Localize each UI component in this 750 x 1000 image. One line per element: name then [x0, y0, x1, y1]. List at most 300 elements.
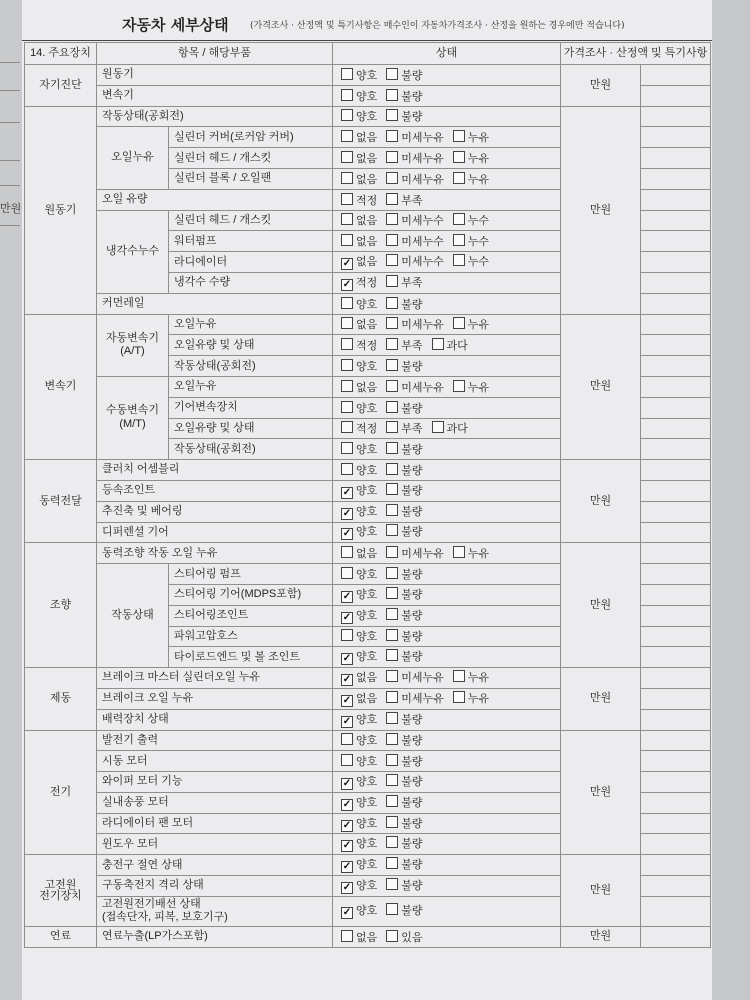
status-options — [333, 272, 561, 293]
option-label: 불량 — [401, 444, 423, 457]
checked-checkbox[interactable] — [341, 695, 353, 707]
status-option[interactable] — [386, 234, 444, 248]
remarks-cell[interactable] — [641, 522, 711, 543]
status-option[interactable] — [386, 130, 444, 144]
status-option[interactable] — [341, 546, 377, 560]
status-options — [333, 813, 561, 834]
checkbox[interactable] — [386, 930, 398, 942]
remarks-cell[interactable] — [641, 668, 711, 689]
status-option[interactable] — [341, 507, 377, 520]
checkbox[interactable] — [386, 587, 398, 599]
checkbox[interactable] — [386, 89, 398, 101]
checkbox[interactable] — [386, 483, 398, 495]
status-option[interactable] — [386, 442, 422, 456]
status-option[interactable] — [341, 68, 377, 82]
status-option[interactable] — [386, 670, 444, 684]
item-label: 등속조인트 — [97, 480, 333, 501]
status-option[interactable] — [341, 906, 377, 919]
price-cell[interactable]: 만원 — [561, 926, 641, 947]
status-options — [333, 772, 561, 793]
remarks-cell[interactable] — [641, 813, 711, 834]
status-option[interactable] — [341, 359, 377, 373]
checked-checkbox[interactable] — [341, 778, 353, 790]
remarks-cell[interactable] — [641, 65, 711, 86]
status-option[interactable] — [341, 401, 377, 415]
checkbox[interactable] — [386, 903, 398, 915]
checked-checkbox[interactable] — [341, 508, 353, 520]
checkbox[interactable] — [453, 691, 465, 703]
option-label: 없음 — [356, 153, 378, 166]
option-label: 양호 — [356, 402, 378, 415]
item-label: 오일누유 — [169, 376, 333, 397]
remarks-cell[interactable] — [641, 834, 711, 855]
status-option[interactable] — [386, 254, 444, 268]
checkbox[interactable] — [386, 733, 398, 745]
checkbox[interactable] — [341, 754, 353, 766]
status-option[interactable] — [341, 819, 377, 832]
checkbox[interactable] — [453, 546, 465, 558]
status-option[interactable] — [386, 297, 422, 311]
status-option[interactable] — [432, 421, 468, 435]
checkbox[interactable] — [386, 338, 398, 350]
checkbox[interactable] — [386, 193, 398, 205]
status-option[interactable] — [386, 691, 444, 705]
status-option[interactable] — [453, 151, 489, 165]
status-option[interactable] — [386, 836, 422, 850]
remarks-cell[interactable] — [641, 855, 711, 876]
checkbox[interactable] — [386, 151, 398, 163]
option-label: 누유 — [467, 672, 490, 684]
checked-checkbox[interactable] — [341, 861, 353, 873]
option-label: 불량 — [401, 569, 423, 582]
item-label: 동력조향 작동 오일 누유 — [97, 543, 333, 564]
checkbox[interactable] — [386, 836, 398, 848]
checkbox[interactable] — [341, 463, 353, 475]
option-label: 불량 — [401, 756, 423, 769]
remarks-cell[interactable] — [641, 926, 711, 947]
remarks-cell[interactable] — [641, 564, 711, 585]
checkbox[interactable] — [386, 130, 398, 142]
status-option[interactable] — [386, 89, 422, 103]
checkbox[interactable] — [386, 629, 398, 641]
status-options — [333, 210, 561, 231]
option-label: 불량 — [401, 817, 423, 830]
checkbox[interactable] — [386, 504, 398, 516]
status-option[interactable] — [453, 254, 489, 268]
option-label: 양호 — [356, 484, 378, 497]
status-option[interactable] — [341, 380, 377, 394]
status-option[interactable] — [453, 380, 489, 394]
remarks-cell[interactable] — [641, 210, 711, 231]
status-option[interactable] — [386, 317, 444, 331]
status-option[interactable] — [386, 463, 422, 477]
status-option[interactable] — [453, 172, 489, 186]
status-option[interactable] — [341, 421, 377, 435]
category-label: 제동 — [25, 668, 97, 730]
option-label: 부족 — [401, 423, 423, 436]
status-option[interactable] — [341, 930, 377, 944]
status-option[interactable] — [341, 130, 377, 144]
price-cell[interactable]: 만원 — [561, 668, 641, 730]
status-option[interactable] — [386, 524, 422, 538]
status-option[interactable] — [341, 151, 377, 165]
status-options — [333, 252, 561, 273]
checkbox[interactable] — [386, 649, 398, 661]
status-option[interactable] — [341, 109, 377, 123]
checkbox[interactable] — [341, 317, 353, 329]
table-row — [25, 543, 711, 564]
remarks-cell[interactable] — [641, 460, 711, 481]
remarks-cell[interactable] — [641, 439, 711, 460]
checkbox[interactable] — [341, 567, 353, 579]
status-option[interactable] — [341, 611, 377, 624]
status-option[interactable] — [386, 567, 422, 581]
status-option[interactable] — [341, 89, 377, 103]
checkbox[interactable] — [432, 338, 444, 350]
adjacent-page-text: 만원 — [0, 202, 22, 215]
checkbox[interactable] — [341, 338, 353, 350]
remarks-cell[interactable] — [641, 605, 711, 626]
checked-checkbox[interactable] — [341, 674, 353, 686]
status-option[interactable] — [453, 670, 489, 684]
option-label: 불량 — [401, 775, 423, 788]
status-option[interactable] — [341, 629, 377, 643]
checkbox[interactable] — [386, 109, 398, 121]
option-label: 누유 — [467, 153, 490, 166]
checkbox[interactable] — [341, 629, 353, 641]
price-cell[interactable]: 만원 — [561, 855, 641, 927]
checkbox[interactable] — [386, 463, 398, 475]
checkbox[interactable] — [341, 109, 353, 121]
checkbox[interactable] — [386, 754, 398, 766]
status-option[interactable] — [341, 733, 377, 747]
checked-checkbox[interactable] — [341, 653, 353, 665]
item-label: 오일누유 — [169, 314, 333, 335]
remarks-cell[interactable] — [641, 356, 711, 377]
item-label: 충전구 절연 상태 — [97, 855, 333, 876]
status-option[interactable] — [341, 652, 377, 665]
checked-checkbox[interactable] — [341, 799, 353, 811]
remarks-cell[interactable] — [641, 85, 711, 106]
status-option[interactable] — [453, 213, 489, 227]
remarks-cell[interactable] — [641, 730, 711, 751]
option-label: 양호 — [356, 465, 378, 478]
category-label: 전기 — [25, 730, 97, 855]
price-header: 가격조사 · 산정액 및 특기사항 — [561, 43, 711, 65]
status-option[interactable] — [341, 297, 377, 311]
checkbox[interactable] — [386, 608, 398, 620]
price-cell[interactable]: 만원 — [561, 65, 641, 107]
option-label: 없음 — [356, 672, 378, 684]
checkbox[interactable] — [453, 172, 465, 184]
status-option[interactable] — [386, 151, 444, 165]
checkbox[interactable] — [341, 359, 353, 371]
checkbox[interactable] — [386, 795, 398, 807]
remarks-cell[interactable] — [641, 792, 711, 813]
status-option[interactable] — [386, 649, 422, 663]
checked-checkbox[interactable] — [341, 716, 353, 728]
checkbox[interactable] — [453, 151, 465, 163]
checkbox[interactable] — [341, 68, 353, 80]
checkbox[interactable] — [386, 359, 398, 371]
status-options — [333, 626, 561, 647]
status-option[interactable] — [341, 590, 377, 603]
checkbox[interactable] — [341, 297, 353, 309]
remarks-cell[interactable] — [641, 543, 711, 564]
status-option[interactable] — [341, 567, 377, 581]
status-option[interactable] — [386, 213, 444, 227]
status-options — [333, 65, 561, 86]
status-option[interactable] — [341, 172, 377, 186]
status-option[interactable] — [341, 694, 377, 707]
checkbox[interactable] — [341, 546, 353, 558]
checked-checkbox[interactable] — [341, 612, 353, 624]
status-option[interactable] — [453, 317, 489, 331]
option-label: 미세누유 — [401, 319, 444, 332]
remarks-cell[interactable] — [641, 168, 711, 189]
status-option[interactable] — [453, 234, 489, 248]
remarks-cell[interactable] — [641, 896, 711, 926]
checked-checkbox[interactable] — [341, 591, 353, 603]
status-option[interactable] — [386, 754, 422, 768]
status-option[interactable] — [341, 754, 377, 768]
checkbox[interactable] — [386, 691, 398, 703]
status-option[interactable] — [386, 816, 422, 830]
status-option[interactable] — [386, 68, 422, 82]
checkbox[interactable] — [386, 524, 398, 536]
remarks-cell[interactable] — [641, 688, 711, 709]
checkbox[interactable] — [386, 234, 398, 246]
checkbox[interactable] — [341, 89, 353, 101]
status-option[interactable] — [341, 486, 377, 499]
option-label: 없음 — [356, 256, 378, 269]
checkbox[interactable] — [453, 254, 465, 266]
checkbox[interactable] — [341, 151, 353, 163]
status-option[interactable] — [341, 338, 377, 352]
inspection-sheet — [22, 0, 712, 1000]
checkbox[interactable] — [386, 254, 398, 266]
remarks-cell[interactable] — [641, 293, 711, 314]
checked-checkbox[interactable] — [341, 882, 353, 894]
option-label: 양호 — [356, 631, 378, 644]
status-option[interactable] — [341, 777, 377, 790]
remarks-cell[interactable] — [641, 314, 711, 335]
status-option[interactable] — [341, 317, 377, 331]
status-option[interactable] — [386, 857, 422, 871]
checkbox[interactable] — [341, 380, 353, 392]
category-label: 조향 — [25, 543, 97, 668]
remarks-cell[interactable] — [641, 272, 711, 293]
checkbox[interactable] — [386, 297, 398, 309]
remarks-cell[interactable] — [641, 709, 711, 730]
checkbox[interactable] — [386, 275, 398, 287]
checked-checkbox[interactable] — [341, 279, 353, 291]
status-option[interactable] — [386, 774, 422, 788]
checkbox[interactable] — [386, 68, 398, 80]
checkbox[interactable] — [386, 712, 398, 724]
status-option[interactable] — [386, 712, 422, 726]
checkbox[interactable] — [386, 421, 398, 433]
price-cell[interactable]: 만원 — [561, 460, 641, 543]
checkbox[interactable] — [386, 857, 398, 869]
option-label: 불량 — [401, 713, 423, 726]
status-option[interactable] — [453, 546, 489, 560]
remarks-cell[interactable] — [641, 418, 711, 439]
option-label: 불량 — [401, 111, 423, 124]
remarks-cell[interactable] — [641, 751, 711, 772]
status-option[interactable] — [386, 380, 444, 394]
status-option[interactable] — [453, 691, 489, 705]
checkbox[interactable] — [341, 213, 353, 225]
checkbox[interactable] — [341, 193, 353, 205]
checkbox[interactable] — [386, 878, 398, 890]
status-options — [333, 376, 561, 397]
status-option[interactable] — [432, 338, 468, 352]
status-option[interactable] — [386, 878, 422, 892]
price-cell[interactable]: 만원 — [561, 314, 641, 460]
table-row — [25, 314, 711, 335]
checkbox[interactable] — [341, 930, 353, 942]
status-option[interactable] — [386, 401, 422, 415]
checkbox[interactable] — [341, 234, 353, 246]
status-option[interactable] — [341, 860, 377, 873]
status-option[interactable] — [341, 213, 377, 227]
checkbox[interactable] — [386, 567, 398, 579]
status-option[interactable] — [386, 504, 422, 518]
checkbox[interactable] — [386, 380, 398, 392]
checkbox[interactable] — [341, 401, 353, 413]
remarks-cell[interactable] — [641, 626, 711, 647]
checkbox[interactable] — [453, 380, 465, 392]
option-label: 미세누유 — [401, 548, 444, 561]
status-option[interactable] — [386, 903, 422, 917]
subgroup-label: 냉각수누수 — [97, 210, 169, 293]
option-label: 적정 — [356, 276, 378, 289]
status-option[interactable] — [386, 629, 422, 643]
item-label: 배력장치 상태 — [97, 709, 333, 730]
option-label: 미세누수 — [401, 256, 444, 269]
status-option[interactable] — [341, 715, 377, 728]
checkbox[interactable] — [453, 130, 465, 142]
checkbox[interactable] — [453, 317, 465, 329]
status-option[interactable] — [341, 278, 377, 291]
status-option[interactable] — [341, 673, 377, 686]
table-row — [25, 106, 711, 127]
checked-checkbox[interactable] — [341, 487, 353, 499]
price-cell[interactable]: 만원 — [561, 543, 641, 668]
status-option[interactable] — [386, 483, 422, 497]
checkbox[interactable] — [386, 401, 398, 413]
status-option[interactable] — [453, 130, 489, 144]
remarks-cell[interactable] — [641, 189, 711, 210]
status-option[interactable] — [386, 109, 422, 123]
remarks-cell[interactable] — [641, 252, 711, 273]
status-option[interactable] — [341, 257, 377, 270]
remarks-cell[interactable] — [641, 376, 711, 397]
status-options — [333, 501, 561, 522]
checked-checkbox[interactable] — [341, 528, 353, 540]
option-label: 누유 — [467, 692, 490, 705]
checkbox[interactable] — [386, 546, 398, 558]
checked-checkbox[interactable] — [341, 907, 353, 919]
status-option[interactable] — [386, 193, 422, 207]
status-option[interactable] — [386, 930, 422, 944]
status-option[interactable] — [386, 172, 444, 186]
remarks-cell[interactable] — [641, 876, 711, 897]
status-option[interactable] — [341, 527, 377, 540]
remarks-cell[interactable] — [641, 647, 711, 668]
remarks-cell[interactable] — [641, 106, 711, 127]
checkbox[interactable] — [386, 213, 398, 225]
checkbox[interactable] — [386, 317, 398, 329]
status-option[interactable] — [341, 839, 377, 852]
checkbox[interactable] — [341, 442, 353, 454]
status-option[interactable] — [386, 608, 422, 622]
checkbox[interactable] — [341, 130, 353, 142]
remarks-cell[interactable] — [641, 397, 711, 418]
checkbox[interactable] — [453, 670, 465, 682]
status-option[interactable] — [386, 359, 422, 373]
status-option[interactable] — [341, 463, 377, 477]
status-option[interactable] — [341, 193, 377, 207]
status-option[interactable] — [386, 795, 422, 809]
remarks-cell[interactable] — [641, 335, 711, 356]
status-option[interactable] — [341, 234, 377, 248]
checkbox[interactable] — [341, 172, 353, 184]
item-label: 와이퍼 모터 기능 — [97, 772, 333, 793]
remarks-cell[interactable] — [641, 584, 711, 605]
price-cell[interactable]: 만원 — [561, 106, 641, 314]
status-option[interactable] — [386, 421, 422, 435]
remarks-cell[interactable] — [641, 480, 711, 501]
checkbox[interactable] — [386, 670, 398, 682]
remarks-cell[interactable] — [641, 127, 711, 148]
checkbox[interactable] — [341, 421, 353, 433]
item-label: 라디에이터 팬 모터 — [97, 813, 333, 834]
status-options — [333, 480, 561, 501]
checkbox[interactable] — [453, 234, 465, 246]
remarks-cell[interactable] — [641, 501, 711, 522]
checkbox[interactable] — [386, 172, 398, 184]
remarks-cell[interactable] — [641, 231, 711, 252]
option-label: 없음 — [356, 236, 378, 249]
status-option[interactable] — [341, 798, 377, 811]
checkbox[interactable] — [386, 774, 398, 786]
status-option[interactable] — [386, 338, 422, 352]
status-option[interactable] — [341, 442, 377, 456]
status-options — [333, 605, 561, 626]
checked-checkbox[interactable] — [341, 820, 353, 832]
price-cell[interactable]: 만원 — [561, 730, 641, 855]
status-option[interactable] — [386, 733, 422, 747]
status-options — [333, 709, 561, 730]
status-option[interactable] — [386, 587, 422, 601]
remarks-cell[interactable] — [641, 772, 711, 793]
remarks-cell[interactable] — [641, 148, 711, 169]
checked-checkbox[interactable] — [341, 258, 353, 270]
checkbox[interactable] — [432, 421, 444, 433]
status-option[interactable] — [341, 881, 377, 894]
checked-checkbox[interactable] — [341, 840, 353, 852]
checkbox[interactable] — [341, 733, 353, 745]
status-options — [333, 730, 561, 751]
status-option[interactable] — [386, 275, 422, 289]
checkbox[interactable] — [386, 442, 398, 454]
checkbox[interactable] — [386, 816, 398, 828]
checkbox[interactable] — [453, 213, 465, 225]
table-row — [25, 926, 711, 947]
status-option[interactable] — [386, 546, 444, 560]
